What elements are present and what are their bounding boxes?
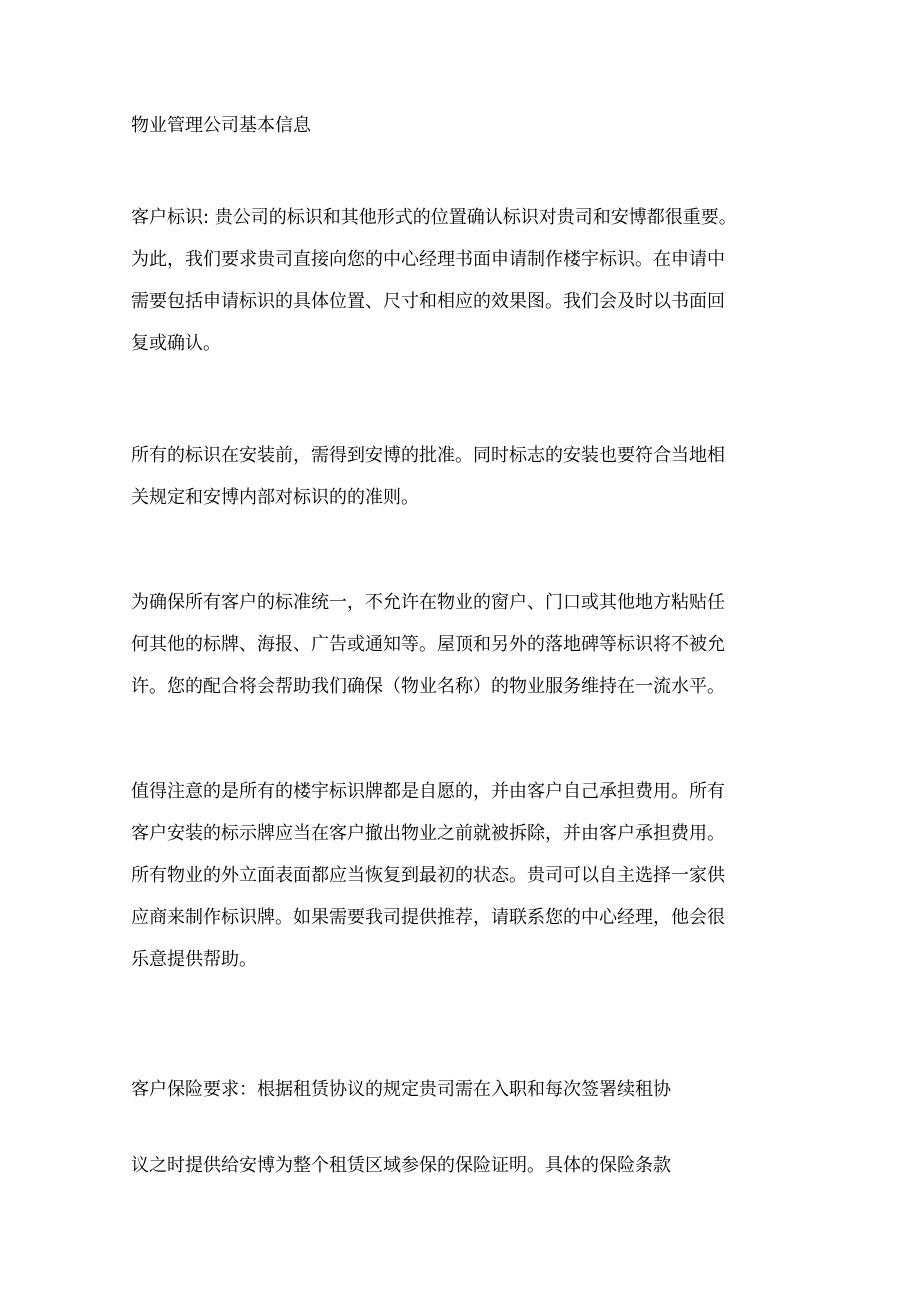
text-line: 客户保险要求：根据租赁协议的规定贵司需在入职和每次签署续租协 — [131, 1079, 671, 1100]
text-line: 所有物业的外立面表面都应当恢复到最初的状态。贵司可以自主选择一家供 — [131, 865, 725, 886]
text-line: 何其他的标牌、海报、广告或通知等。屋顶和另外的落地碑等标识将不被允 — [131, 634, 725, 655]
text-line: 许。您的配合将会帮助我们确保（物业名称）的物业服务维持在一流水平。 — [131, 676, 725, 697]
text-line: 乐意提供帮助。 — [131, 949, 257, 970]
text-line: 值得注意的是所有的楼宇标识牌都是自愿的，并由客户自己承担费用。所有 — [131, 781, 725, 802]
text-line: 客户标识: 贵公司的标识和其他形式的位置确认标识对贵司和安博都很重要。 — [131, 207, 737, 228]
text-line: 需要包括申请标识的具体位置、尺寸和相应的效果图。我们会及时以书面回 — [131, 291, 725, 312]
paragraph-approval — [131, 435, 811, 519]
text-line: 所有的标识在安装前，需得到安博的批准。同时标志的安装也要符合当地相 — [131, 445, 725, 466]
text-line: 为确保所有客户的标准统一，不允许在物业的窗户、门口或其他地方粘贴任 — [131, 592, 725, 613]
paragraph-insurance-certificate — [131, 1145, 811, 1187]
document-title: 物业管理公司基本信息 — [131, 115, 311, 136]
paragraph-voluntary-signage — [131, 771, 811, 981]
paragraph-signage — [131, 197, 811, 365]
text-line: 客户安装的标示牌应当在客户撤出物业之前就被拆除，并由客户承担费用。 — [131, 823, 725, 844]
text-line: 议之时提供给安博为整个租赁区域参保的保险证明。具体的保险条款 — [131, 1155, 671, 1176]
paragraph-insurance-requirement — [131, 1069, 811, 1111]
text-line: 复或确认。 — [131, 333, 221, 354]
text-line: 应商来制作标识牌。如果需要我司提供推荐，请联系您的中心经理，他会很 — [131, 907, 725, 928]
paragraph-uniform-standard — [131, 582, 811, 708]
text-line: 为此，我们要求贵司直接向您的中心经理书面申请制作楼宇标识。在申请中 — [131, 249, 725, 270]
text-line: 关规定和安博内部对标识的的准则。 — [131, 487, 419, 508]
